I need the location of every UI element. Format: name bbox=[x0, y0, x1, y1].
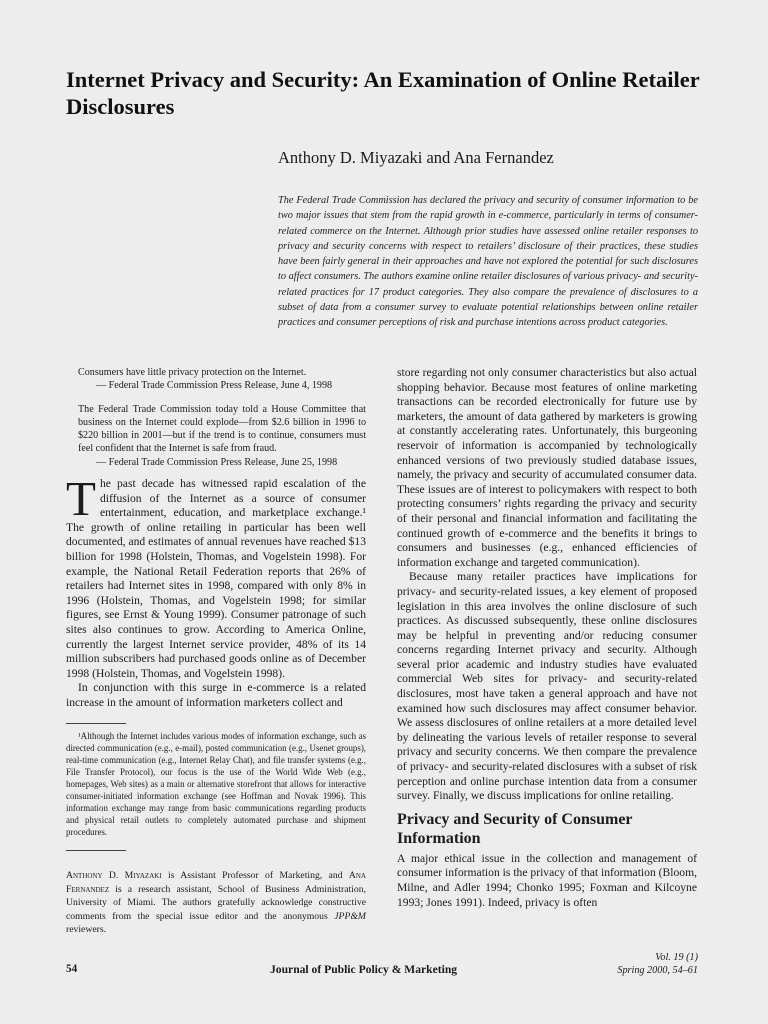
author-line: Anthony D. Miyazaki and Ana Fernandez bbox=[278, 148, 554, 167]
bio-author-1: Anthony D. Miyazaki bbox=[66, 870, 162, 882]
drop-cap: T bbox=[66, 471, 96, 527]
bio-journal: JPP&M bbox=[334, 910, 366, 922]
section-heading: Privacy and Security of Consumer Information bbox=[397, 810, 633, 847]
epigraph-quote-1: Consumers have little privacy protection on the Internet. bbox=[78, 367, 307, 378]
right-column bbox=[397, 366, 697, 910]
volume-line: Vol. 19 (1) bbox=[655, 952, 698, 963]
epigraph-source-1: — Federal Trade Commission Press Release, June 4, 1998 bbox=[96, 380, 333, 392]
epigraph-source-2: — Federal Trade Commission Press Release, June 25, 1998 bbox=[96, 456, 338, 468]
bio-divider bbox=[66, 850, 126, 851]
footnote-1: ¹Although the Internet includes various modes of information exchange, such as directed communication (e.g., e-mail), posted communication (e.g., Usenet groups), real-time communication (e.g., Internet Relay Chat), and file transfer systems (e.g., File Transfer Protocol), our focus is the use of the World Wide Web (e.g., homepages, Web sites) as a main or alternative storefront that allows for interactive consumer-initiated information exchange (see Hoffman and Novak 1996). This information exchange may range from basic communications regarding products and physical retail outlets to completely automated purchase and shipment procedures. bbox=[66, 730, 366, 838]
issue-line: Spring 2000, 54–61 bbox=[617, 965, 698, 976]
body-paragraph-2: Because many retailer practices have implications for privacy- and security-related issues, a key element of proposed legislation in this area involves the online disclosure of such practices. As discussed subsequently, these online disclosures may be helpful in preventing and/or reducing consumer concerns regarding Internet privacy and security. Although several prior academic and industry studies have evaluated commercial Web sites for privacy- and security-related disclosures, most have taken a general approach and have not examined how such disclosures may affect consumer behavior. We assess disclosures of online retailers at a more detailed level by delineating the various levels of retailer response to several privacy and security concerns. We then compare the prevalence of privacy- and security-related disclosures with a subset of risk perception and online purchase intention data from a consumer survey. Finally, we discuss implications for online retailing. bbox=[397, 570, 697, 803]
author-bio: Anthony D. Miyazaki is Assistant Professor of Marketing, and Ana Fernandez is a research assistant, School of Business Administration, University of Miami. The authors gratefully acknowledge constructive comments from the special issue editor and the anonymous JPP&M reviewers. bbox=[66, 870, 366, 936]
footnote-divider bbox=[66, 723, 126, 724]
abstract: The Federal Trade Commission has declared the privacy and security of consumer information to be two major issues that stem from the rapid growth in e-commerce, particularly in terms of consumer-related commerce on the Internet. Although prior studies have assessed online retailer responses to privacy and security concerns with respect to retailers’ disclosure of their practices, these studies have been fairly general in their approaches and have not explored the potential for such disclosures to affect consumers. The authors examine online retailer disclosures of various privacy- and security-related practices for 17 product categories. They also compare the prevalence of disclosures to a subset of data from a consumer survey to evaluate potential relationships between online retailer practices and consumer perceptions of risk and purchase intentions across product categories. bbox=[278, 195, 698, 329]
bio-author-2: Ana Fernandez bbox=[66, 870, 366, 895]
left-column bbox=[66, 366, 366, 936]
journal-name: Journal of Public Policy & Marketing bbox=[270, 963, 458, 976]
intro-paragraph-2: In conjunction with this surge in e-commerce is a related increase in the amount of information marketers collect and bbox=[66, 681, 366, 709]
page-number: 54 bbox=[66, 963, 78, 975]
epigraph-quote-2: The Federal Trade Commission today told a House Committee that business on the Internet could explode—from $2.6 billion in 1996 to $220 billion in 2001—but if the trend is to continue, consumers must feel confident that the Internet is safe from fraud. bbox=[78, 403, 366, 455]
body-paragraph-1: store regarding not only consumer characteristics but also actual shopping behavior. Because most features of online marketing transactions can be recorded electronically for future use by marketers, the amount of data gathered by marketers is growing at constantly accelerating rates. Unfortunately, this burgeoning reservoir of information is accompanied by technologically enhanced versions of two previously studied database issues, namely, the privacy and security of accumulated consumer data. These issues are of interest to policymakers with respect to both protecting consumers’ rights regarding the privacy and security of their personal and financial information and facilitating the continued growth of e-commerce and the benefits it brings to consumers and businesses (e.g., enhanced efficiencies of information exchange and targeted communication). bbox=[397, 366, 697, 569]
article-title: Internet Privacy and Security: An Examination of Online Retailer Disclosures bbox=[66, 67, 700, 119]
body-paragraph-3: A major ethical issue in the collection and management of consumer information is the privacy of that information (Bloom, Milne, and Adler 1994; Chonko 1995; Foxman and Kilcoyne 1993; Jones 1991). Indeed, privacy is often bbox=[397, 851, 697, 909]
issue-info bbox=[560, 951, 698, 977]
intro-paragraph-1: he past decade has witnessed rapid escalation of the diffusion of the Internet as a source of consumer entertainment, education, and marketplace exchange.¹ The growth of online retailing in particular has been well documented, and estimates of annual revenues have reached $13 billion for 1998 (Holstein, Thomas, and Vogelstein 1998). For example, the National Retail Federation reports that 26% of retailers had Internet sites in 1998, compared with only 8% in 1996 (Holstein, Thomas, and Vogelstein 1998; for similar figures, see Ernst & Young 1999). Consumer patronage of such sites also continues to grow. According to America Online, currently the largest Internet service provider, 48% of its 14 million subscribers had purchased goods online as of December 1998 (Holstein, Thomas, and Vogelstein 1998). bbox=[66, 477, 366, 680]
